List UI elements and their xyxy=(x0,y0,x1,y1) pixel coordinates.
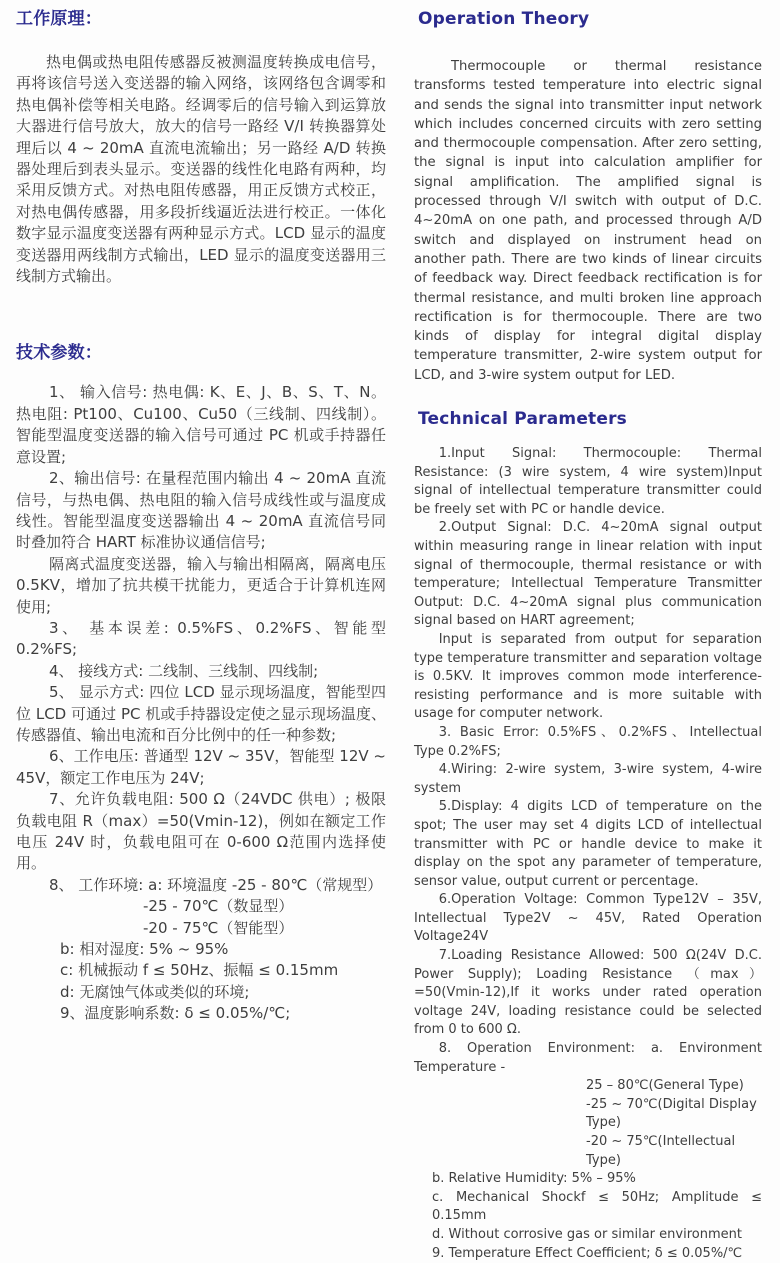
env-gas-cn: d: 无腐蚀气体或类似的环境; xyxy=(60,982,250,1001)
env-shock-en: c. Mechanical Shockf ≤ 50Hz; Amplitude ≤ 0.15mm xyxy=(432,1189,762,1224)
chinese-column xyxy=(16,8,386,1263)
param-voltage-cn: 6、工作电压: 普通型 12V ~ 35V，智能型 12V ~ 45V，额定工作电压为 24V; xyxy=(16,747,386,787)
technical-parameters-list-en xyxy=(414,445,762,1263)
param-basic-error-en: 3. Basic Error: 0.5%FS、0.2%FS、Intellectual Type 0.2%FS; xyxy=(414,724,762,759)
technical-parameters-heading-cn: 技术参数： xyxy=(16,343,102,364)
param-load-resistance-en: 7.Loading Resistance Allowed: 500 Ω(24V D.C. Power Supply); Loading Resistance （max） =50(Vmin-12),If it works under rated operation voltage 24V, loading resistance could be selected from 0 to 600 Ω. xyxy=(414,948,762,1038)
param-output-signal-cn: 2、输出信号: 在量程范围内输出 4 ~ 20mA 直流信号，与热电偶、热电阻的输入信号成线性或与温度成线性。智能型温度变送器输出 4 ~ 20mA 直流信号同时叠加符合 HART 标准协议通信信号; xyxy=(16,469,386,552)
param-output-signal-en: 2.Output Signal: D.C. 4~20mA signal output within measuring range in linear relation with input signal of thermocouple, thermal resistance or with temperature; Intellectual Temperature Transmitter Output: D.C. 4~20mA signal plus communication signal based on HART agreement; xyxy=(414,520,762,629)
param-temp-coefficient-en: 9. Temperature Effect Coefficient; δ ≤ 0.05%/℃ xyxy=(432,1245,743,1261)
operation-theory-paragraph-cn: 热电偶或热电阻传感器反被测温度转换成电信号，再将该信号送入变送器的输入网络，该网络包含调零和热电偶补偿等相关电路。经调零后的信号输入到运算放大器进行信号放大，放大的信号一路经 V/I 转换器算处理后以 4 ~ 20mA 直流电流输出；另一路经 A/D 转换器处理后到表头显示。变送器的线性化电路有两种，均采用反馈方式。对热电阻传感器，用正反馈方式校正，对热电偶传感器，用多段折线逼近法进行校正。一体化数字显示温度变送器有两种显示方式。LCD 显示的温度变送器用两线制方式输出，LED 显示的温度变送器用三线制方式输出。 xyxy=(16,53,386,286)
param-wiring-cn: 4、 接线方式: 二线制、三线制、四线制; xyxy=(49,661,319,680)
env-temp-intellectual-cn: -20 - 75℃（智能型） xyxy=(143,918,294,937)
param-isolation-en: Input is separated from output for separation type temperature transmitter and separation voltage is 0.5KV. It improves common mode interference-resisting performance and is more suitable with usage for computer network. xyxy=(414,631,762,722)
env-vibration-cn: c: 机械振动 f ≤ 50Hz、振幅 ≤ 0.15mm xyxy=(60,961,339,980)
param-voltage-en: 6.Operation Voltage: Common Type12V – 35V, Intellectual Type2V ~ 45V, Rated Operation Voltage24V xyxy=(414,892,762,945)
env-gas-en: d. Without corrosive gas or similar environment xyxy=(432,1226,742,1242)
param-environment-cn: 8、 工作环境: a: 环境温度 -25 - 80℃（常规型） xyxy=(49,875,383,894)
param-display-en: 5.Display: 4 digits LCD of temperature on the spot; The user may set 4 digits LCD of intellectual transmitter with PC or handle device to make it display on the spot any parameter of temperature, sensor value, output current or percentage. xyxy=(414,799,762,889)
env-temp-digital-cn: -25 - 70℃（数显型） xyxy=(143,897,294,916)
param-isolation-cn: 隔离式温度变送器，输入与输出相隔离，隔离电压 0.5KV，增加了抗共模干扰能力，更适合于计算机连网使用; xyxy=(16,554,386,616)
env-humidity-en: b. Relative Humidity: 5% – 95% xyxy=(432,1171,636,1187)
technical-parameters-list-cn xyxy=(16,382,386,1024)
operation-theory-paragraph-en: Thermocouple or thermal resistance transforms tested temperature into electric signal and sends the signal into transmitter input network which includes concerned circuits with zero setting and thermocouple compensation. After zero setting, the signal is input into calculation amplifier for signal amplification. The amplified signal is processed through V/I switch with output of D.C. 4~20mA on one path, and processed through A/D switch and displayed on instrument head on another path. There are two kinds of linear circuits of feedback way. Direct feedback rectification is for thermal resistance, and multi broken line approach rectification is for thermocouple. There are two kinds of display for integral digital display temperature transmitter, 2-wire system output for LCD, and 3-wire system output for LED. xyxy=(414,59,762,383)
env-temp-digital-en: -25 ~ 70℃(Digital Display Type) xyxy=(586,1096,757,1131)
param-basic-error-cn: 3、 基本误差: 0.5%FS、0.2%FS、智能型 0.2%FS; xyxy=(16,618,386,659)
param-display-cn: 5、 显示方式: 四位 LCD 显示现场温度，智能型四位 LCD 可通过 PC 机或手持器设定使之显示现场温度、传感器值、输出电流和百分比例中的任一种参数; xyxy=(16,683,386,744)
env-humidity-cn: b: 相对湿度: 5% ~ 95% xyxy=(60,940,229,959)
param-temp-coefficient-cn: 9、温度影响系数: δ ≤ 0.05%/℃; xyxy=(60,1004,291,1023)
param-wiring-en: 4.Wiring: 2-wire system, 3-wire system, 4-wire system xyxy=(414,762,762,796)
english-column xyxy=(414,8,762,1263)
param-load-resistance-cn: 7、允许负载电阻: 500 Ω（24VDC 供电）; 极限负载电阻 R（max）=50(Vmin-12)，例如在额定工作电压 24V 时，负载电阻可在 0-600 Ω范围内选择使用。 xyxy=(16,790,386,873)
technical-parameters-heading-en: Technical Parameters xyxy=(418,409,628,430)
param-environment-en: 8. Operation Environment: a. Environment Temperature - xyxy=(414,1041,762,1075)
operation-theory-heading-cn: 工作原理： xyxy=(16,9,102,29)
operation-theory-heading-en: Operation Theory xyxy=(418,9,590,29)
param-input-signal-cn: 1、 输入信号: 热电偶: K、E、J、B、S、T、N。热电阻: Pt100、Cu100、Cu50（三线制、四线制）。智能型温度变送器的输入信号可通过 PC 机或手持器任意设置; xyxy=(16,383,386,466)
env-temp-general-en: 25 – 80℃(General Type) xyxy=(586,1078,744,1094)
param-input-signal-en: 1.Input Signal: Thermocouple: Thermal Resistance: (3 wire system, 4 wire system)Input signal of intellectual temperature transmitter could be freely set with PC or handle device. xyxy=(414,446,762,517)
env-temp-intellectual-en: -20 ~ 75℃(Intellectual Type) xyxy=(586,1134,736,1168)
